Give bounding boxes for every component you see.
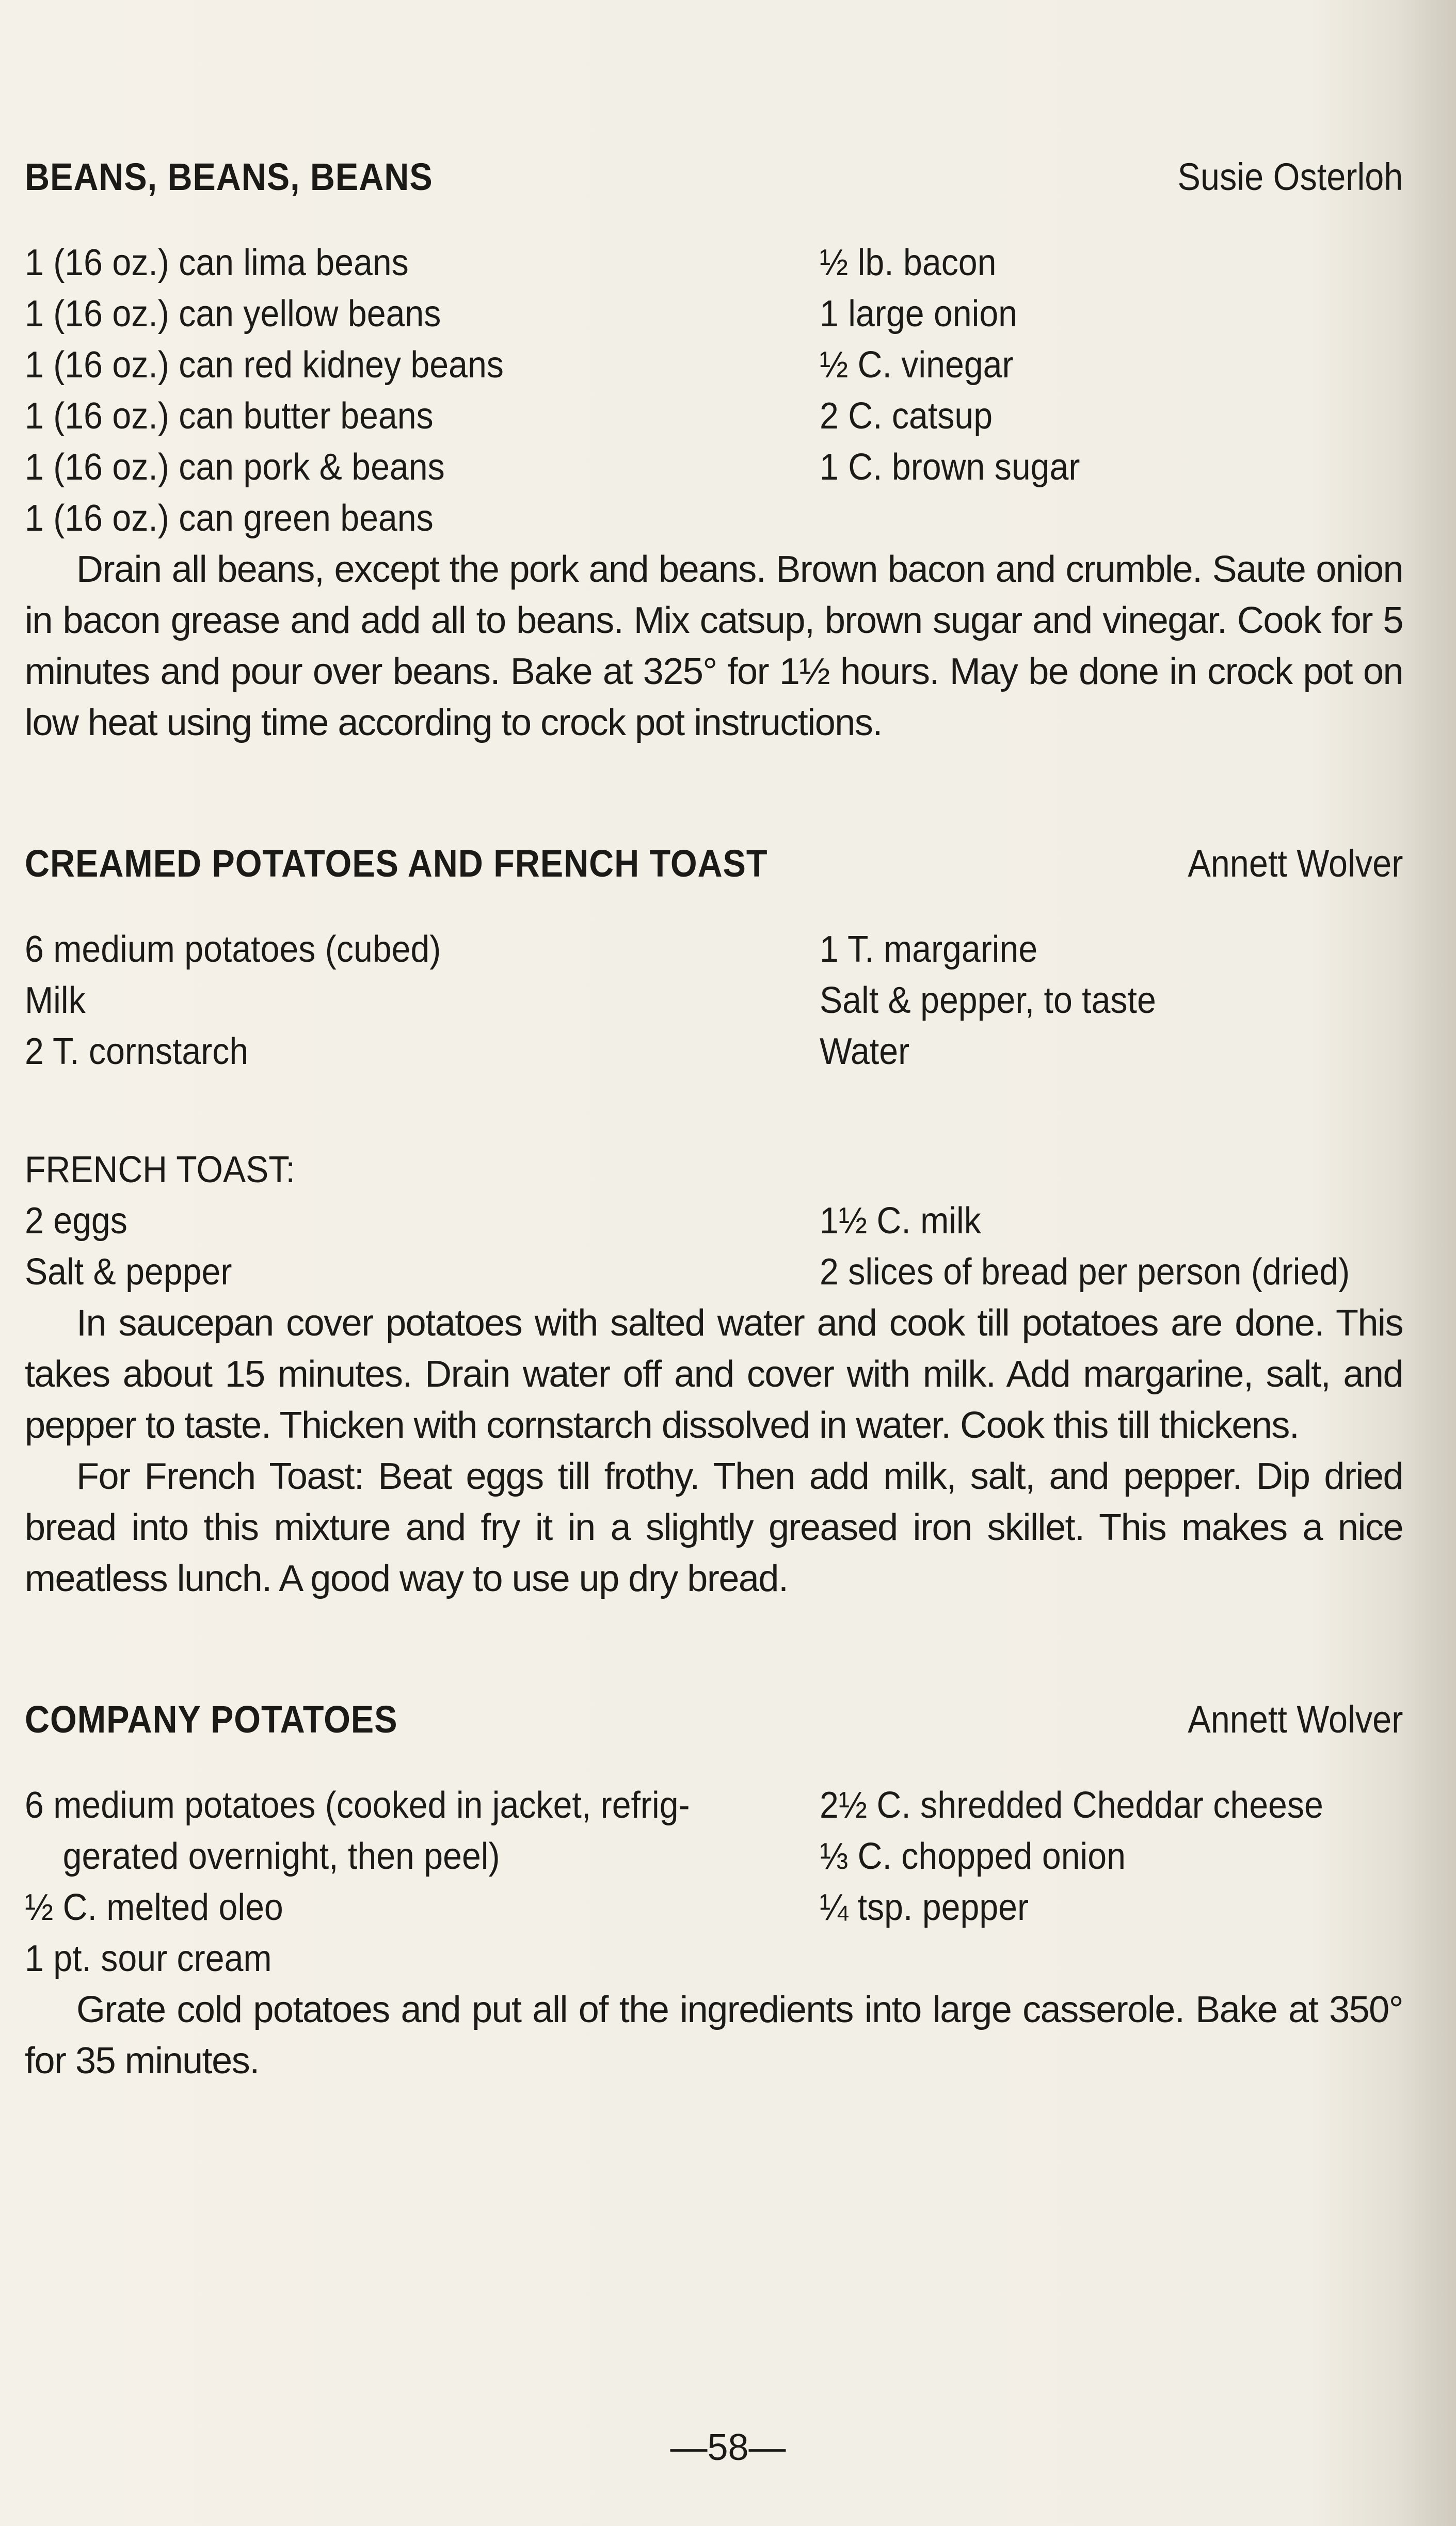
ingredient-continued: gerated overnight, then peel) xyxy=(62,1836,500,1877)
page-number: —58— xyxy=(670,2427,786,2468)
recipe-directions: In saucepan cover potatoes with salted water and cook till potatoes are done. This takes about 15 minutes. Drain water off and cover with milk. Add margarine, salt, and pepper to taste. Thicken with cornstarch dissolved in water. Cook this till thickens. xyxy=(25,1302,1403,1446)
recipe-directions: For French Toast: Beat eggs till frothy. Then add milk, salt, and pepper. Dip dried bread into this mixture and fry it in a slightly greased iron skillet. This makes a nice meatless lunch. A good way to use up dry bread. xyxy=(25,1456,1403,1599)
sub-recipe-heading: FRENCH TOAST: xyxy=(25,1149,295,1190)
ingredient: ½ C. vinegar xyxy=(820,344,1014,386)
ingredient: 2½ C. shredded Cheddar cheese xyxy=(820,1785,1323,1826)
ingredient: 1½ C. milk xyxy=(820,1200,981,1242)
ingredient-column-right xyxy=(820,237,1403,544)
recipe-author: Annett Wolver xyxy=(1187,842,1403,885)
recipe-company-potatoes xyxy=(25,1697,1403,2087)
recipe-header xyxy=(25,155,1403,212)
recipe-directions: Drain all beans, except the pork and beans. Brown bacon and crumble. Saute onion in bacon grease and add all to beans. Mix catsup, brown sugar and vinegar. Cook for 5 minutes and pour over beans. Bake at 325° for 1½ hours. May be done in crock pot on low heat using time according to crock pot instructions. xyxy=(25,549,1403,743)
ingredient: 2 T. cornstarch xyxy=(25,1031,249,1072)
recipe-author: Annett Wolver xyxy=(1187,1698,1403,1741)
ingredient-column-left xyxy=(25,1196,820,1298)
ingredient: 1 T. margarine xyxy=(820,929,1038,970)
recipe-title: COMPANY POTATOES xyxy=(25,1698,398,1741)
ingredient: 1 large onion xyxy=(820,293,1018,335)
ingredient: Salt & pepper xyxy=(25,1251,232,1293)
ingredient-column-left xyxy=(25,237,820,544)
ingredient-column-left xyxy=(25,1780,820,1984)
recipe-title: CREAMED POTATOES AND FRENCH TOAST xyxy=(25,842,768,885)
recipe-author: Susie Osterloh xyxy=(1177,155,1403,198)
ingredient: 1 (16 oz.) can yellow beans xyxy=(25,293,441,335)
ingredient: 1 (16 oz.) can green beans xyxy=(25,498,434,539)
recipe-header xyxy=(25,1697,1403,1754)
ingredient: 6 medium potatoes (cooked in jacket, refrig- xyxy=(25,1785,690,1826)
ingredient-column-right xyxy=(820,924,1403,1077)
ingredient-column-right xyxy=(820,1780,1403,1984)
ingredient: ⅓ C. chopped onion xyxy=(820,1836,1126,1877)
recipe-beans xyxy=(25,155,1403,749)
ingredient: 1 pt. sour cream xyxy=(25,1938,272,1979)
ingredient: 1 C. brown sugar xyxy=(820,447,1080,488)
recipe-title: BEANS, BEANS, BEANS xyxy=(25,155,433,198)
ingredient-list xyxy=(25,924,1403,1077)
ingredient: 1 (16 oz.) can red kidney beans xyxy=(25,344,504,386)
ingredient: Salt & pepper, to taste xyxy=(820,980,1156,1021)
ingredient: ¼ tsp. pepper xyxy=(820,1887,1029,1928)
ingredient: ½ C. melted oleo xyxy=(25,1887,283,1928)
ingredient-list xyxy=(25,1780,1403,1984)
ingredient-list xyxy=(25,237,1403,544)
ingredient-column-right xyxy=(820,1196,1403,1298)
ingredient: 6 medium potatoes (cubed) xyxy=(25,929,441,970)
recipe-creamed-potatoes xyxy=(25,841,1403,1604)
ingredient: 1 (16 oz.) can lima beans xyxy=(25,242,409,283)
ingredient: 2 C. catsup xyxy=(820,395,993,437)
ingredient: 2 eggs xyxy=(25,1200,127,1242)
recipe-list xyxy=(25,155,1403,2180)
recipe-header xyxy=(25,841,1403,898)
ingredient: 1 (16 oz.) can butter beans xyxy=(25,395,434,437)
ingredient: 1 (16 oz.) can pork & beans xyxy=(25,447,445,488)
ingredient: 2 slices of bread per person (dried) xyxy=(820,1251,1350,1293)
ingredient: Water xyxy=(820,1031,910,1072)
sub-ingredient-list xyxy=(25,1196,1403,1298)
ingredient: ½ lb. bacon xyxy=(820,242,997,283)
ingredient-column-left xyxy=(25,924,820,1077)
recipe-directions: Grate cold potatoes and put all of the ingredients into large casserole. Bake at 350° for 35 minutes. xyxy=(25,1989,1403,2082)
ingredient: Milk xyxy=(25,980,86,1021)
